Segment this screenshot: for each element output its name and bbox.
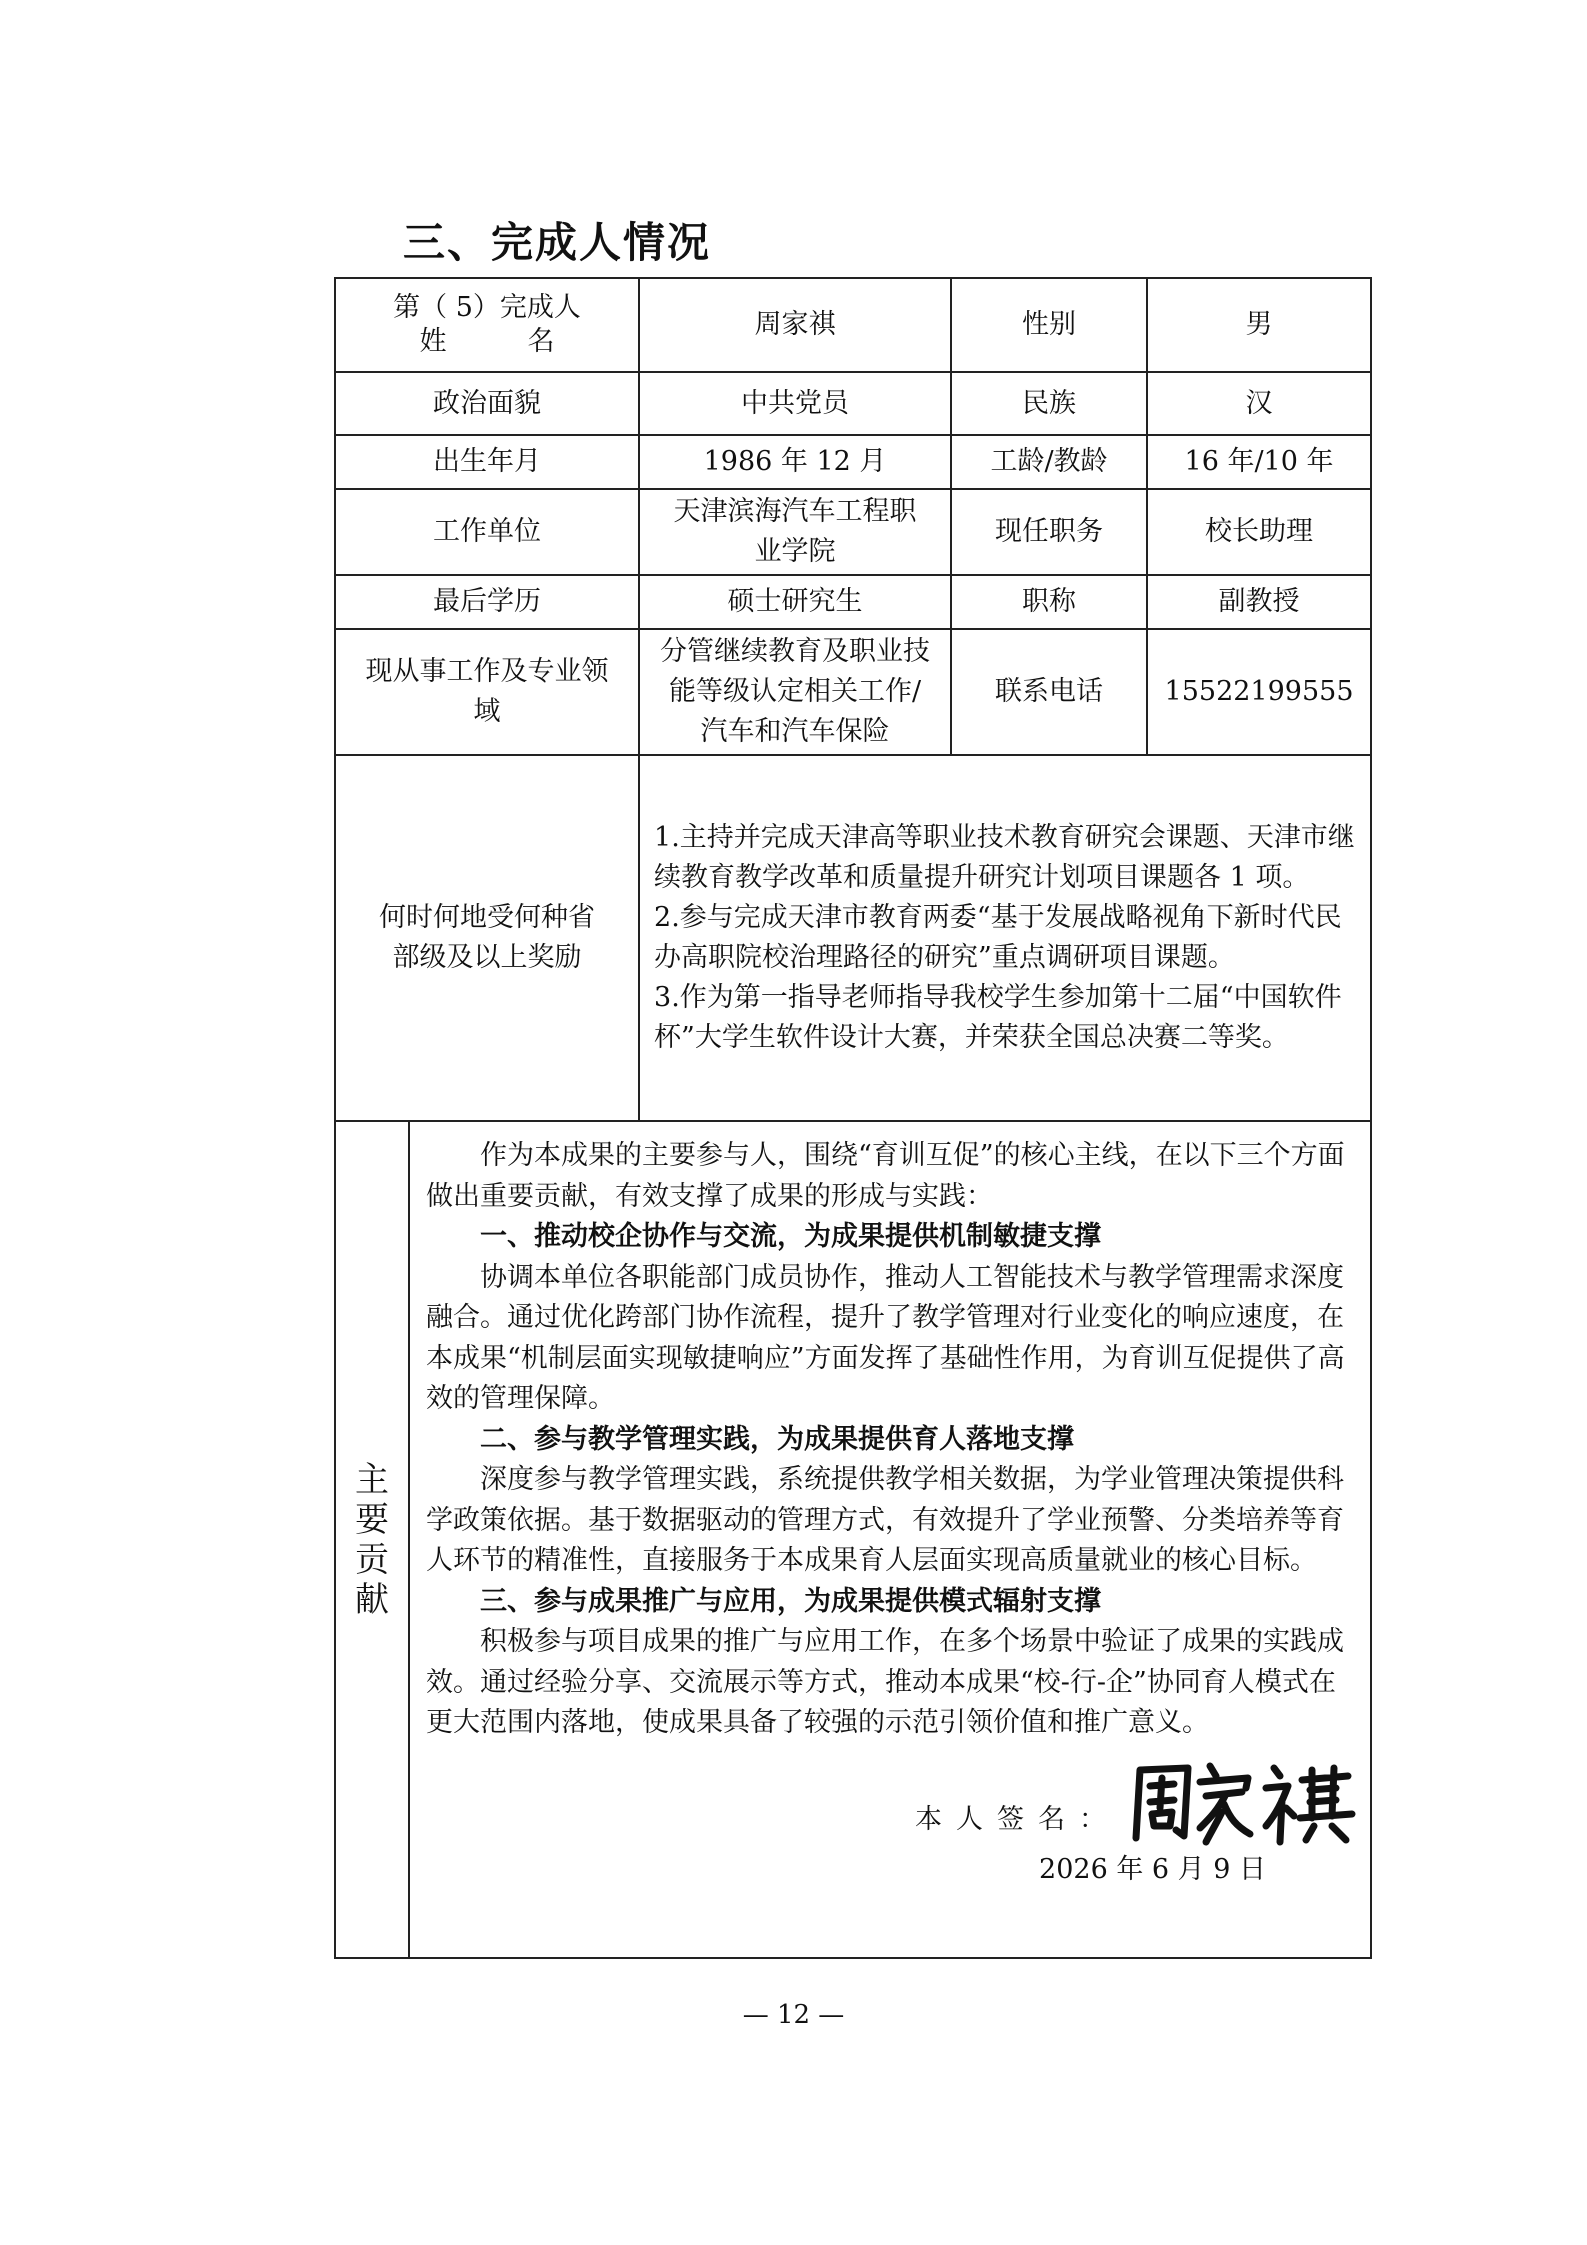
education-value: 硕士研究生 [639,575,951,629]
ethnicity-label: 民族 [951,372,1147,435]
employer-value: 天津滨海汽车工程职业学院 [639,489,951,575]
row-education [335,575,1371,629]
info-table [334,277,1372,1959]
contribution-label-char: 贡 [355,1539,389,1580]
award-item: 1.主持并完成天津高等职业技术教育研究会课题、天津市继续教育教学改革和质量提升研究计划项目课题各 1 项。 [654,822,1355,893]
awards-list [639,755,1371,1121]
contribution-heading: 一、推动校企协作与交流，为成果提供机制敏捷支撑 [480,1221,1101,1252]
handwritten-signature [1126,1756,1356,1848]
ethnicity-value: 汉 [1147,372,1371,435]
title-label: 职称 [951,575,1147,629]
phone-label: 联系电话 [951,629,1147,755]
education-label: 最后学历 [335,575,639,629]
award-item: 2.参与完成天津市教育两委“基于发展战略视角下新时代民办高职院校治理路径的研究”重点调研项目课题。 [654,902,1342,973]
contribution-label-char: 献 [355,1579,389,1620]
section-title: 三、完成人情况 [403,218,712,267]
contribution-heading: 三、参与成果推广与应用，为成果提供模式辐射支撑 [480,1585,1101,1617]
contribution-label-char: 要 [355,1499,389,1540]
contribution-label [335,1121,409,1958]
name-label-line1: 第（ 5）完成人 [393,292,581,323]
contribution-intro: 作为本成果的主要参与人，围绕“育训互促”的核心主线，在以下三个方面做出重要贡献，有效支撑了成果的形成与实践： [426,1140,1345,1212]
name-value: 周家祺 [639,278,951,372]
position-value: 校长助理 [1147,489,1371,575]
contribution-body [409,1121,1371,1958]
row-birth [335,435,1371,489]
political-value: 中共党员 [639,372,951,435]
row-name [335,278,1371,372]
contribution-paragraph: 深度参与教学管理实践，系统提供教学相关数据，为学业管理决策提供科学政策依据。基于数据驱动的管理方式，有效提升了学业预警、分类培养等育人环节的精准性，直接服务于本成果育人层面实现高质量就业的核心目标。 [426,1464,1344,1576]
birth-label: 出生年月 [335,435,639,489]
awards-label: 何时何地受何种省部级及以上奖励 [335,755,639,1121]
field-label: 现从事工作及专业领域 [335,629,639,755]
name-label-cell [335,278,639,372]
birth-value: 1986 年 12 月 [639,435,951,489]
row-field [335,629,1371,755]
row-contribution [335,1121,1371,1958]
seniority-value: 16 年/10 年 [1147,435,1371,489]
title-value: 副教授 [1147,575,1371,629]
field-value: 分管继续教育及职业技能等级认定相关工作/汽车和汽车保险 [639,629,951,755]
award-item: 3.作为第一指导老师指导我校学生参加第十二届“中国软件杯”大学生软件设计大赛，并荣获全国总决赛二等奖。 [654,982,1342,1053]
gender-value: 男 [1147,278,1371,372]
contribution-paragraph: 积极参与项目成果的推广与应用工作，在多个场景中验证了成果的实践成效。通过经验分享、交流展示等方式，推动本成果“校-行-企”协同育人模式在更大范围内落地，使成果具备了较强的示范引领价值和推广意义。 [426,1626,1344,1738]
seniority-label: 工龄/教龄 [951,435,1147,489]
row-political [335,372,1371,435]
signature-date: 2026 年 6 月 9 日 [1039,1853,1267,1885]
signature-label: 本人签名： [915,1803,1121,1835]
row-awards [335,755,1371,1121]
political-label: 政治面貌 [335,372,639,435]
contribution-heading: 二、参与教学管理实践，为成果提供育人落地支撑 [480,1423,1074,1455]
contribution-paragraph: 协调本单位各职能部门成员协作，推动人工智能技术与教学管理需求深度融合。通过优化跨部门协作流程，提升了教学管理对行业变化的响应速度，在本成果“机制层面实现敏捷响应”方面发挥了基础性作用，为育训互促提供了高效的管理保障。 [426,1261,1345,1414]
signature-row [426,1756,1356,1848]
phone-value: 15522199555 [1147,629,1371,755]
page-number: — 12 — [742,2000,845,2030]
employer-label: 工作单位 [335,489,639,575]
contribution-label-char: 主 [355,1459,389,1500]
name-label-line2: 姓 名 [419,326,555,357]
row-employer [335,489,1371,575]
position-label: 现任职务 [951,489,1147,575]
gender-label: 性别 [951,278,1147,372]
